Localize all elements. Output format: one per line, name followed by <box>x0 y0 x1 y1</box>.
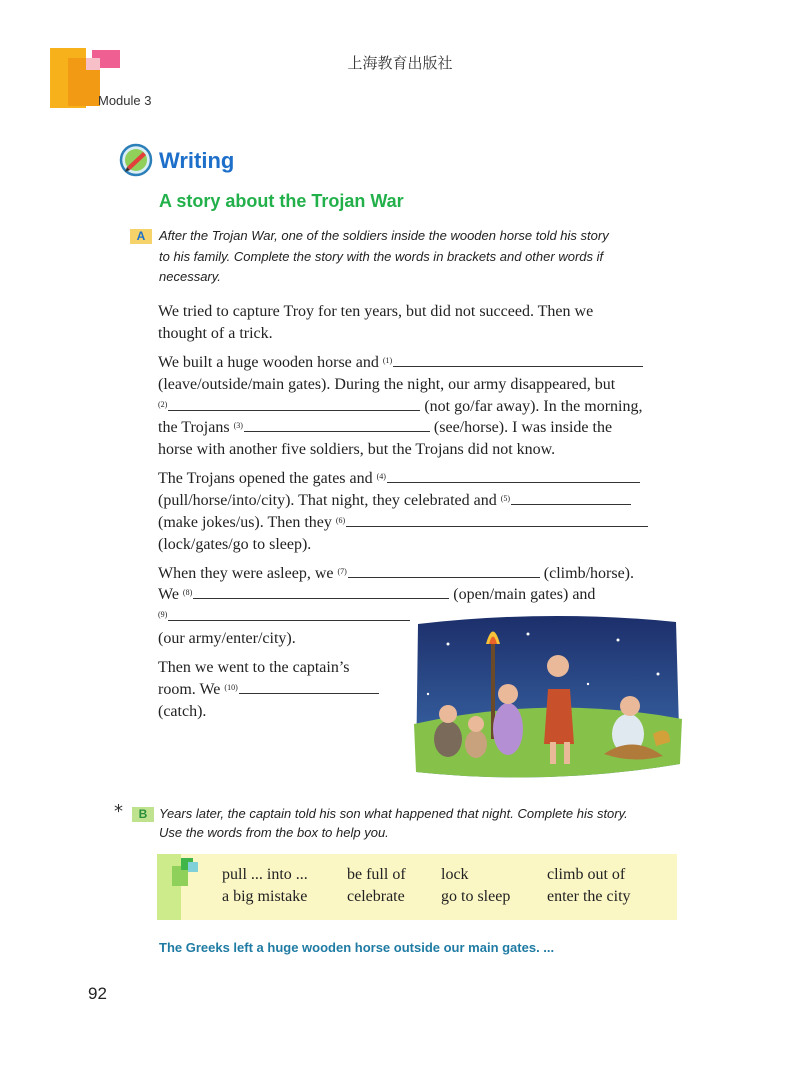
answer-blank-1[interactable] <box>393 353 643 367</box>
story-text: (not go/far away). In the morning, <box>424 398 643 415</box>
story-line: horse with another five soldiers, but the Trojans did not know. <box>158 441 556 458</box>
blank-number: (5) <box>500 494 511 503</box>
word-box <box>157 854 677 920</box>
optional-star: * <box>114 801 123 822</box>
word-box-item: be full of <box>347 866 406 883</box>
story-line <box>158 353 643 373</box>
blank-number: (8) <box>182 588 193 597</box>
story-text: When they were asleep, we <box>158 565 334 582</box>
part-b-badge: B <box>132 807 154 822</box>
story-line: (catch). <box>158 703 207 720</box>
story-text: (pull/horse/into/city). That night, they celebrated and <box>158 492 497 509</box>
blank-number: (2) <box>158 400 168 409</box>
blank-number: (6) <box>335 516 346 525</box>
story-line <box>158 418 612 438</box>
part-a-badge: A <box>130 229 152 244</box>
story-text: We built a huge wooden horse and <box>158 354 379 371</box>
answer-blank-7[interactable] <box>348 564 540 578</box>
blank-number: (4) <box>376 472 386 481</box>
part-b-instruction: Years later, the captain told his son what happened that night. Complete his story. <box>159 806 628 821</box>
story-line <box>158 469 640 489</box>
answer-blank-2[interactable] <box>168 397 420 411</box>
answer-blank-4[interactable] <box>387 469 640 483</box>
story-line <box>158 607 410 627</box>
word-box-decoration <box>188 862 198 872</box>
story-text: (see/horse). I was inside the <box>433 419 613 436</box>
story-text: The Trojans opened the gates and <box>158 470 373 487</box>
section-subtitle: A story about the Trojan War <box>159 191 404 211</box>
blank-number: (9) <box>158 610 168 619</box>
word-box-item: climb out of <box>547 866 626 883</box>
story-line <box>158 513 648 533</box>
answer-blank-10[interactable] <box>239 680 379 694</box>
story-text: (make jokes/us). Then they <box>158 514 332 531</box>
publisher-name: 上海教育出版社 <box>347 54 453 72</box>
soldiers-campfire-illustration <box>408 614 683 782</box>
word-box-stripe <box>157 854 181 920</box>
story-line: We tried to capture Troy for ten years, but did not succeed. Then we <box>158 303 594 320</box>
part-a-instruction: After the Trojan War, one of the soldiers inside the wooden horse told his story <box>159 228 609 243</box>
part-a-instruction: necessary. <box>159 269 221 284</box>
story-line: Then we went to the captain’s <box>158 659 350 676</box>
story-line <box>158 564 634 584</box>
story-text: (climb/horse). <box>543 565 634 582</box>
word-box-item: pull ... into ... <box>222 866 308 883</box>
answer-blank-6[interactable] <box>346 513 648 527</box>
part-a-instruction: to his family. Complete the story with the words in brackets and other words if <box>159 249 604 264</box>
part-b-instruction: Use the words from the box to help you. <box>159 825 389 840</box>
example-sentence: The Greeks left a huge wooden horse outside our main gates. ... <box>159 940 555 955</box>
blank-number: (10) <box>224 683 238 692</box>
story-text: the Trojans <box>158 419 230 436</box>
story-line <box>158 397 642 417</box>
story-line: (lock/gates/go to sleep). <box>158 536 312 553</box>
story-text: (open/main gates) and <box>453 586 596 603</box>
story-line: thought of a trick. <box>158 325 273 342</box>
story-text: We <box>158 586 179 603</box>
story-text: room. We <box>158 681 221 698</box>
section-title: Writing <box>159 148 235 173</box>
story-line: (leave/outside/main gates). During the night, our army disappeared, but <box>158 376 616 393</box>
module-label: Module 3 <box>98 93 152 108</box>
story-line: (our army/enter/city). <box>158 630 296 647</box>
word-box-item: celebrate <box>347 888 405 905</box>
page-number: 92 <box>88 984 107 1003</box>
word-box-item: enter the city <box>547 888 631 905</box>
blank-number: (7) <box>337 567 347 576</box>
answer-blank-3[interactable] <box>244 418 430 432</box>
pen-globe-icon <box>119 143 153 177</box>
answer-blank-9[interactable] <box>168 607 410 621</box>
word-box-item: a big mistake <box>222 888 308 905</box>
story-line <box>158 680 379 700</box>
word-box-item: go to sleep <box>441 888 511 905</box>
blank-number: (3) <box>233 421 243 430</box>
answer-blank-8[interactable] <box>193 585 449 599</box>
blank-number: (1) <box>382 356 393 365</box>
word-box-item: lock <box>441 866 469 883</box>
story-line <box>158 585 595 605</box>
answer-blank-5[interactable] <box>511 491 631 505</box>
story-line <box>158 491 631 511</box>
